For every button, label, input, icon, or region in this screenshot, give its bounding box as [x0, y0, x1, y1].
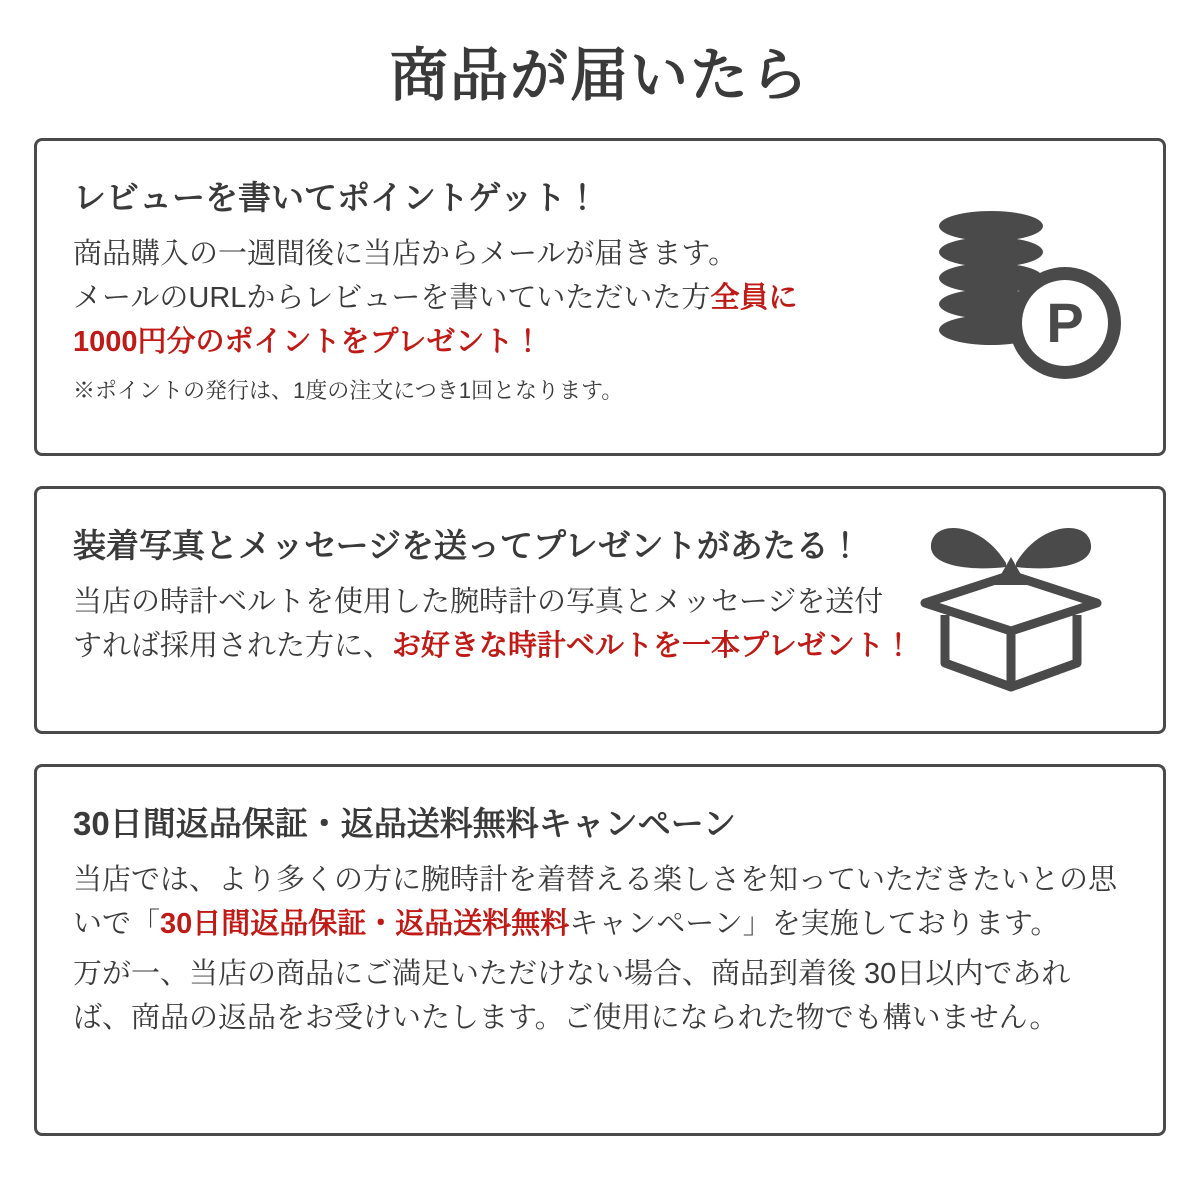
section-heading: レビューを書いてポイントゲット！ [73, 178, 600, 216]
paragraph-post: キャンペーン」を実施しております。 [569, 908, 1060, 941]
section-photo-message-present [34, 486, 1166, 734]
body-line-highlight: お好きな時計ベルトを一本プレゼント！ [392, 630, 913, 663]
section-body [73, 858, 1127, 1040]
section-review-points [34, 138, 1166, 456]
section-heading: 装着写真とメッセージを送ってプレゼントがあたる！ [73, 526, 862, 564]
body-line-highlight: 1000円分のポイントをプレゼント！ [73, 326, 543, 359]
section-note: ※ポイントの発行は、1度の注文につき1回となります。 [73, 378, 624, 404]
body-line-highlight: 全員に [710, 282, 798, 315]
paragraph-pre: 万が一、当店の商品にご満足いただけない場合、商品到着後 30日以内であれば、商品の返品をお受けいたします。ご使用になられた物でも構いません。 [73, 958, 1071, 1035]
coin-stack-point-icon [931, 211, 1121, 381]
body-line: 商品購入の一週間後に当店からメールが届きます。 [73, 238, 738, 271]
body-line: 当店の時計ベルトを使用した腕時計の写真とメッセージを送付 [73, 586, 884, 619]
page-title: 商品が届いたら [389, 43, 810, 108]
section-return-guarantee [34, 764, 1166, 1136]
body-line-text: すれば採用された方に、 [73, 630, 393, 663]
body-paragraph [73, 952, 1127, 1040]
point-badge [1009, 267, 1121, 379]
paragraph-highlight: 30日間返品保証・返品送料無料 [160, 908, 570, 941]
body-paragraph [73, 858, 1127, 946]
body-line-text: メールのURLからレビューを書いていただいた方 [73, 282, 711, 315]
section-heading: 30日間返品保証・返品送料無料キャンペーン [73, 804, 737, 842]
paragraph-pre: 当店では、より多くの方に腕時計を着替える楽しさを知っていただきたいとの思いで「 [73, 864, 1118, 941]
gift-box-icon [911, 511, 1111, 701]
point-letter: P [1022, 280, 1108, 366]
